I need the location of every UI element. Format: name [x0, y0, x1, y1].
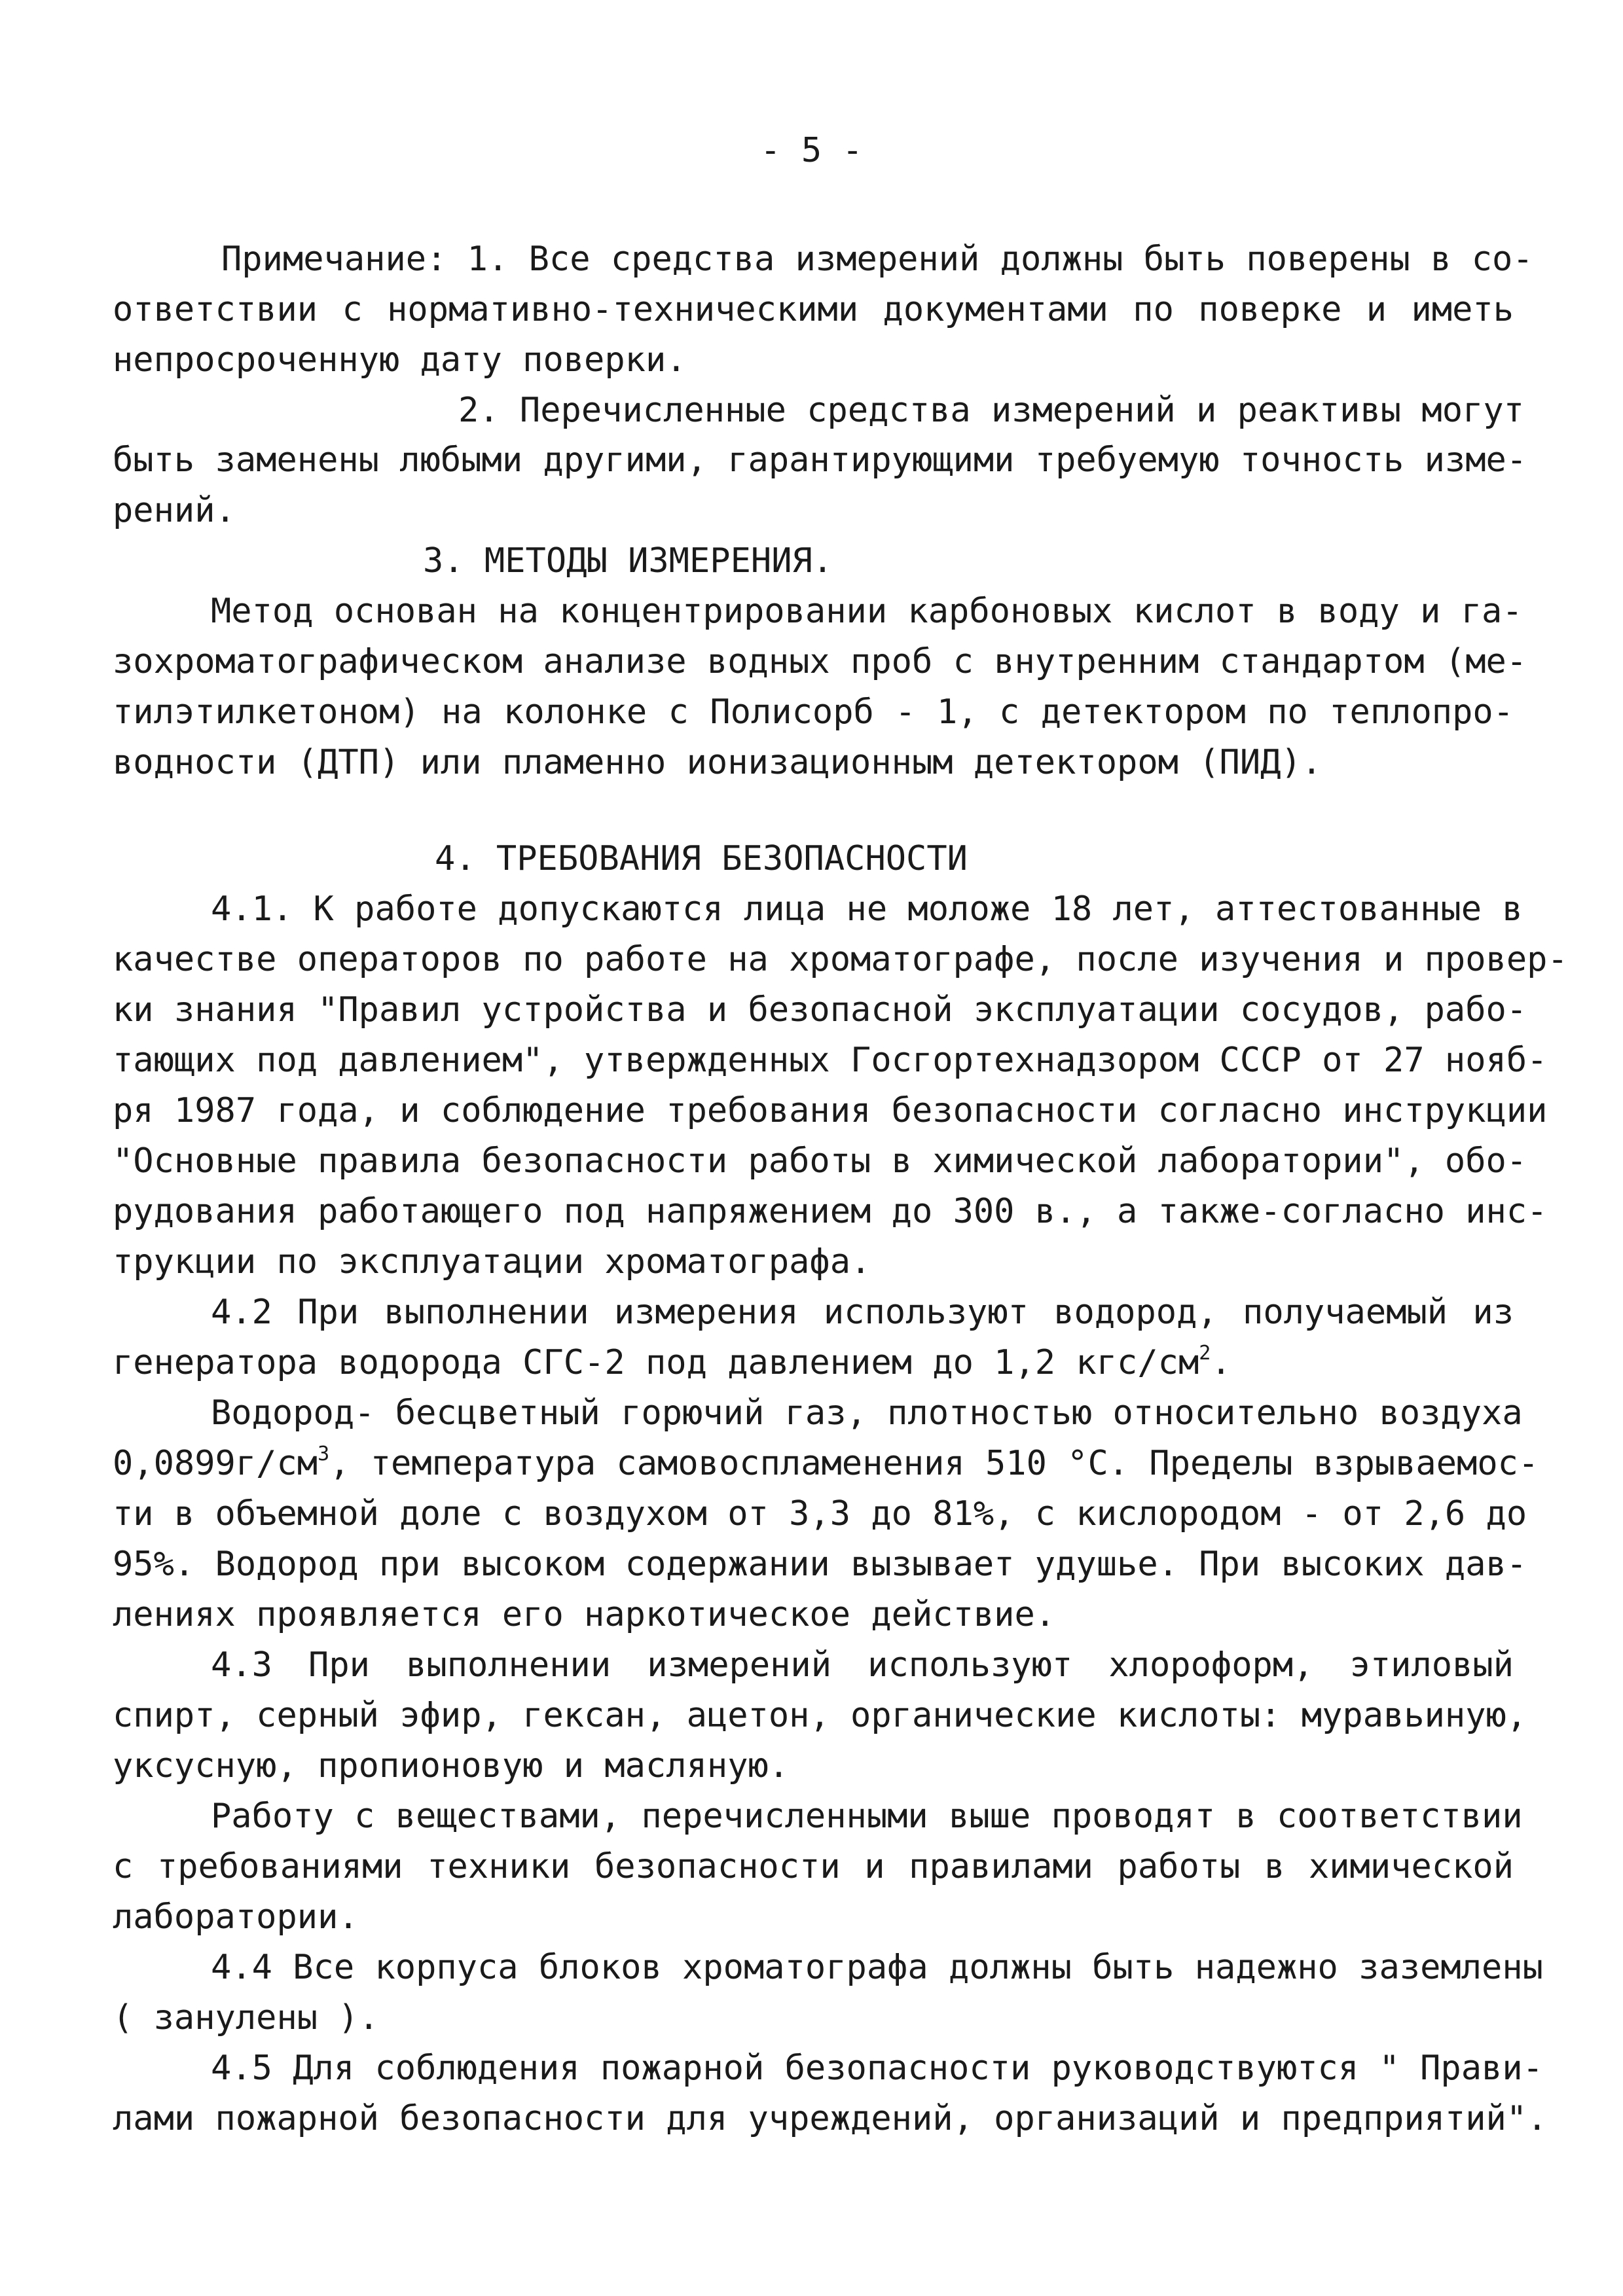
work-line: Работу с веществами, перечисленными выше проводят в соответствии: [211, 1797, 1523, 1836]
para-4-4-line: 4.4 Все корпуса блоков хроматографа должны быть надежно заземлены: [211, 1948, 1543, 1987]
para-4-1-line: ря 1987 года, и соблюдение требования безопасности согласно инструкции: [113, 1091, 1548, 1130]
hydrogen-line: ти в объемной доле с воздухом от 3,3 до 81%, с кислородом - от 2,6 до: [113, 1494, 1527, 1534]
para-4-1-line: ки знания "Правил устройства и безопасной эксплуатации сосудов, рабо-: [113, 990, 1527, 1030]
para-4-5-line: 4.5 Для соблюдения пожарной безопасности руководствуются " Прави-: [211, 2049, 1543, 2088]
para-4-2-end: .: [1211, 1343, 1231, 1382]
para-4-4-line: ( занулены ).: [113, 1998, 379, 2037]
section-3-heading: 3. МЕТОДЫ ИЗМЕРЕНИЯ.: [423, 541, 833, 581]
superscript: 2: [1199, 1342, 1211, 1365]
para-4-1-line: трукции по эксплуатации хроматографа.: [113, 1242, 871, 1282]
work-line: лаборатории.: [113, 1897, 359, 1937]
hydrogen-line: 95%. Водород при высоком содержании вызывает удушье. При высоких дав-: [113, 1545, 1527, 1584]
para-4-2-line: [113, 1342, 1514, 1382]
note-line: Примечание: 1. Все средства измерений должны быть поверены в со-: [221, 240, 1533, 279]
para-4-1-line: "Основные правила безопасности работы в химической лаборатории", обо-: [113, 1141, 1527, 1181]
hydrogen-line: Водород- бесцветный горючий газ, плотностью относительно воздуха: [211, 1393, 1523, 1433]
section-3-line: Метод основан на концентрировании карбоновых кислот в воду и га-: [211, 592, 1523, 631]
note-line: ответствии с нормативно-техническими документами по поверке и иметь: [113, 290, 1514, 329]
note-line: 2. Перечисленные средства измерений и реактивы могут: [458, 391, 1524, 430]
para-4-5-line: лами пожарной безопасности для учреждений, организаций и предприятий".: [113, 2099, 1548, 2138]
section-4-heading: 4. ТРЕБОВАНИЯ БЕЗОПАСНОСТИ: [435, 839, 968, 878]
page-number: - 5 -: [760, 131, 863, 170]
para-4-1-line: 4.1. К работе допускаются лица не моложе 18 лет, аттестованные в: [211, 889, 1523, 929]
para-4-1-line: рудования работающего под напряжением до 300 в., а также-согласно инс-: [113, 1192, 1548, 1231]
para-4-1-line: качестве операторов по работе на хроматографе, после изучения и провер-: [113, 940, 1568, 979]
note-line: непросроченную дату поверки.: [113, 340, 687, 380]
para-4-2-text: генератора водорода СГС-2 под давлением до 1,2 кгс/см: [113, 1343, 1199, 1382]
hydrogen-text: , температура самовоспламенения 510 °С. Пределы взрываемос-: [329, 1444, 1539, 1483]
note-line: быть заменены любыми другими, гарантирующими требуемую точность изме-: [113, 440, 1527, 480]
hydrogen-line: [113, 1443, 1539, 1483]
para-4-3-line: уксусную, пропионовую и масляную.: [113, 1746, 790, 1785]
para-4-3-line: спирт, серный эфир, гексан, ацетон, органические кислоты: муравьиную,: [113, 1696, 1527, 1735]
para-4-2-line: 4.2 При выполнении измерения используют водород, получаемый из: [211, 1293, 1514, 1332]
work-line: с требованиями техники безопасности и правилами работы в химической: [113, 1847, 1514, 1886]
superscript: 3: [318, 1443, 330, 1465]
hydrogen-line: лениях проявляется его наркотическое действие.: [113, 1595, 1056, 1634]
para-4-3-line: 4.3 При выполнении измерений используют хлороформ, этиловый: [211, 1645, 1514, 1685]
hydrogen-density: 0,0899г/см: [113, 1444, 318, 1483]
section-3-line: водности (ДТП) или пламенно ионизационным детектором (ПИД).: [113, 743, 1322, 782]
para-4-1-line: тающих под давлением", утвержденных Госгортехнадзором СССР от 27 нояб-: [113, 1041, 1548, 1080]
section-3-line: тилэтилкетоном) на колонке с Полисорб - 1, с детектором по теплопро-: [113, 692, 1514, 732]
note-line: рений.: [113, 491, 236, 530]
section-3-line: зохроматографическом анализе водных проб с внутренним стандартом (ме-: [113, 642, 1527, 681]
